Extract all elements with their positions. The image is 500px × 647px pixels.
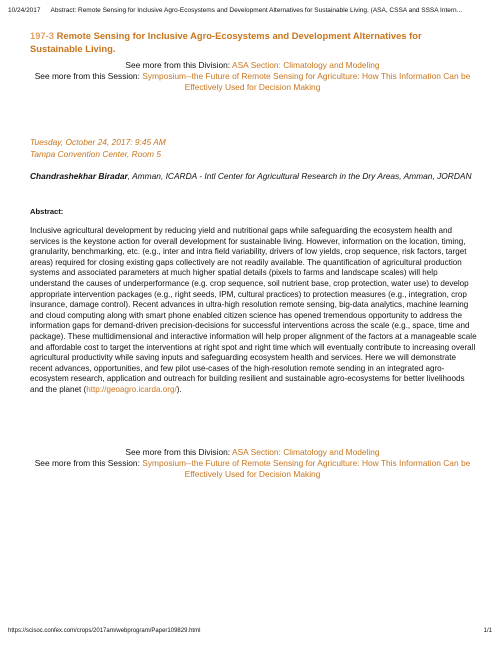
- abstract-text: [30, 226, 478, 396]
- division-link[interactable]: ASA Section: Climatology and Modeling: [232, 60, 380, 70]
- paper-title-text: Remote Sensing for Inclusive Agro-Ecosystems and Development Alternatives for Sustainable Living.: [30, 30, 422, 54]
- session-link[interactable]: Symposium--the Future of Remote Sensing for Agriculture: How This Information Can be Effectively Used for Decision Making: [142, 71, 471, 92]
- print-header: [8, 7, 494, 14]
- division-link-bottom[interactable]: ASA Section: Climatology and Modeling: [232, 447, 380, 457]
- print-footer: [8, 628, 492, 634]
- see-more-bottom: [30, 447, 475, 480]
- see-more-session-bottom: See more from this Session: Symposium--the Future of Remote Sensing for Agriculture: How This Information Can be Effectively Used for Decision Making: [34, 458, 471, 479]
- paper-title: [30, 29, 475, 55]
- author-block: [30, 171, 475, 182]
- event-location: Tampa Convention Center, Room 5: [30, 149, 161, 159]
- see-more-session: See more from this Session: Symposium--the Future of Remote Sensing for Agriculture: How This Information Can be Effectively Used for Decision Making: [34, 71, 471, 92]
- author-affiliation: , Amman, ICARDA - Intl Center for Agricultural Research in the Dry Areas, Amman, JORDAN: [127, 171, 472, 181]
- see-more-top: [30, 60, 475, 93]
- print-title: Abstract: Remote Sensing for Inclusive Agro-Ecosystems and Development Alternatives for Sustainable Living. (ASA, CSSA and SSSA Intern...: [50, 7, 463, 14]
- abstract-body: Inclusive agricultural development by reducing yield and nutritional gaps while safeguarding the ecosystem health and services is the keystone action for overall development for sustainable living. However, information on the location, timing, granularity, benchmarking, etc. (e.g., inter and intra field variability, drivers of low yields, crop sequence, risk factors, target areas) required for closing existing gaps collectively are not readily available. The quantification of agricultural production systems and associated parameters at much higher spatial details (pixels to farms and landscape scales) will help understand the causes of underperformance (e.g. crop sequence, soil nutrient base, crop protection, water use) to develop appropriate intervention packages (e.g., right seeds, IPM, cultural practices) to protection measures (e.g., integration, crop insurance, damage control). Recent advances in ultra-high resolution remote sensing, big-data analytics, machine learning and cloud computing along with smart phone enabled citizen science has opened tremendous opportunity to address the information gaps for demand-driven precision-decisions for successful interventions across the scale (e.g., space, time and package). These multidimensional and interactive information will help proper alignment of the factors at a manageable scale and affordable cost to target the interventions at right spot and right time which will eventually contribute to increasing overall agricultural productivity while saving inputs and safeguarding ecosystem health and services. Here we will demonstrate recent advances, opportunities, and few pilot use-cases of the high-resolution remote sending in an integrated agro-ecosystem research, application and outreach for building resilient and sustainable agro-ecosystems for better livelihoods and the planet (: [30, 226, 477, 394]
- paper-number: 197-3: [30, 30, 54, 41]
- page-number: 1/1: [483, 628, 492, 634]
- footer-url: https://scisoc.confex.com/crops/2017am/webprogram/Paper109829.html: [8, 628, 201, 634]
- author-name: Chandrashekhar Biradar: [30, 171, 128, 181]
- session-link-bottom[interactable]: Symposium--the Future of Remote Sensing for Agriculture: How This Information Can be Effectively Used for Decision Making: [142, 458, 471, 479]
- event-info: [30, 136, 166, 160]
- print-date: 10/24/2017: [8, 7, 41, 14]
- abstract-label: Abstract:: [30, 207, 64, 216]
- abstract-link[interactable]: http://geoagro.icarda.org/: [86, 384, 177, 394]
- event-datetime: Tuesday, October 24, 2017: 9:45 AM: [30, 137, 166, 147]
- abstract-suffix: ).: [176, 384, 182, 394]
- see-more-division: See more from this Division: ASA Section: Climatology and Modeling: [125, 60, 380, 70]
- see-more-division-bottom: See more from this Division: ASA Section: Climatology and Modeling: [125, 447, 380, 457]
